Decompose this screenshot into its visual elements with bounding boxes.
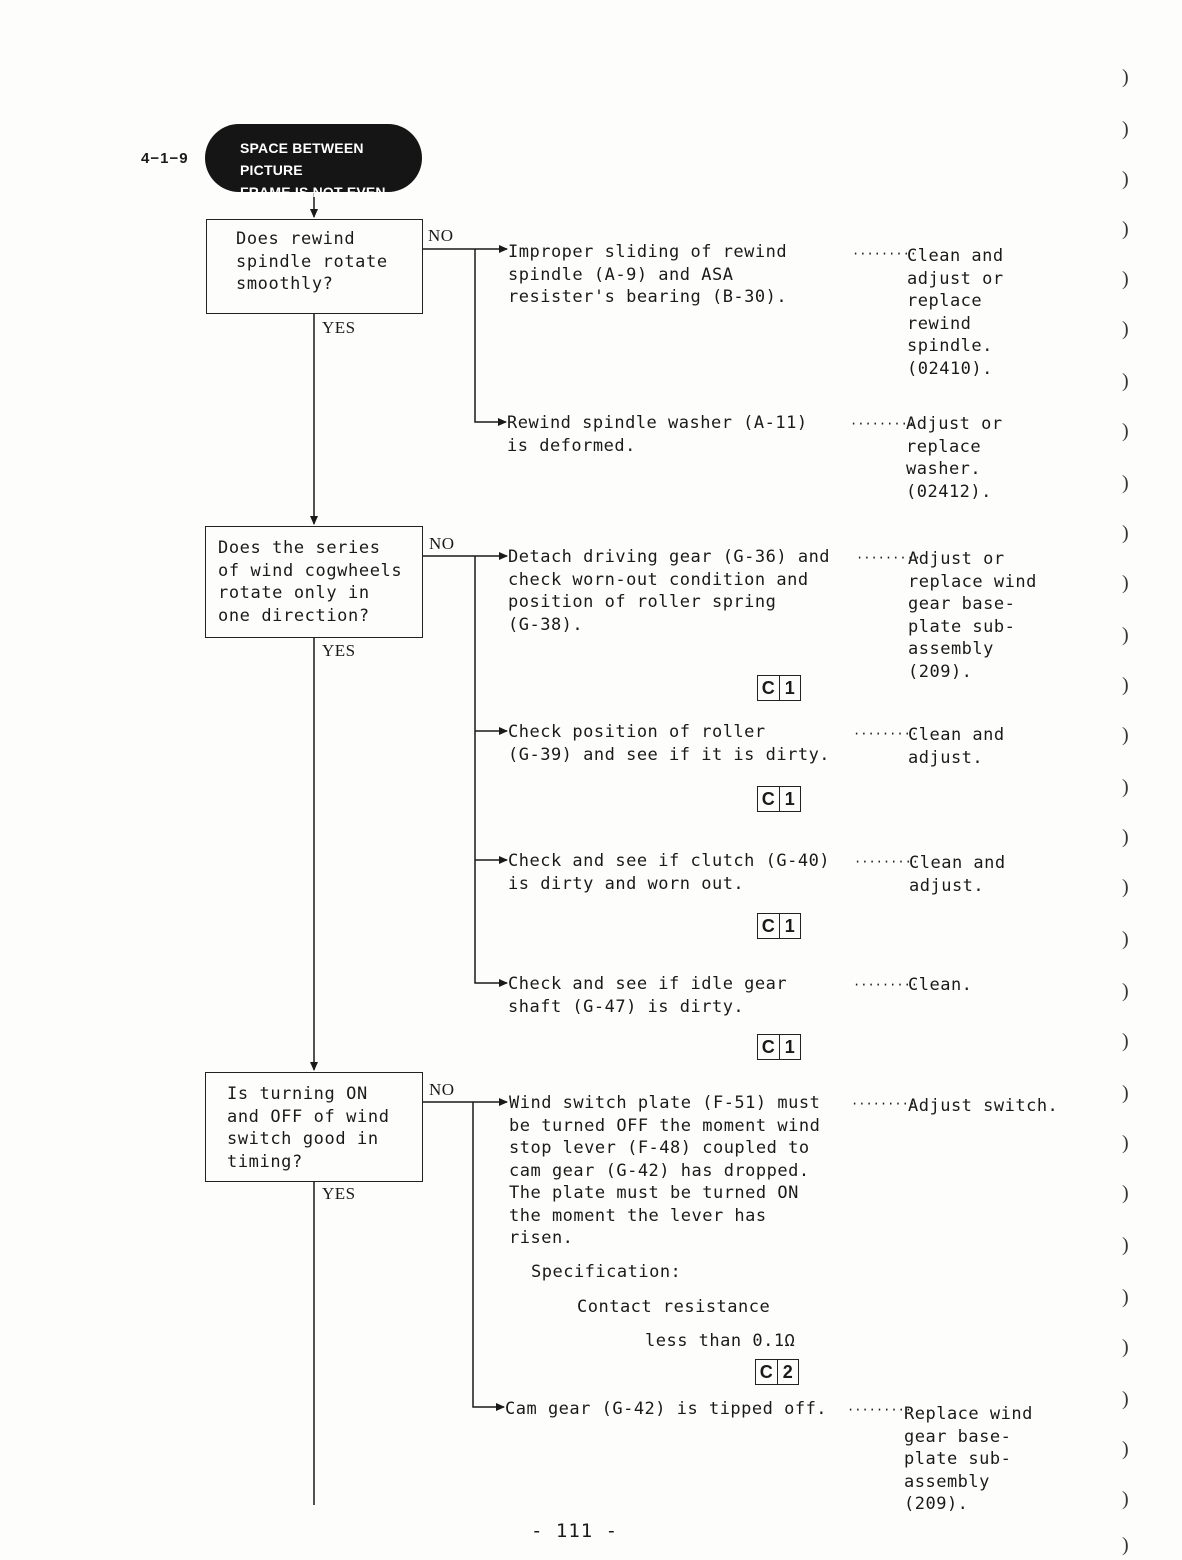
remedy-text-1: Clean and adjust or replace rewind spindle. (02410). (907, 246, 1004, 379)
leader-dots-2: ········· (850, 417, 916, 431)
binder-mark: ) (1122, 1488, 1129, 1510)
question-text-1: Does rewind spindle rotate smoothly? (236, 229, 388, 294)
binder-mark: ) (1122, 472, 1129, 494)
remedy-text-4: Clean and adjust. (908, 725, 1005, 768)
leader-dots-1: ········· (852, 247, 918, 261)
reference-box-3 (757, 913, 801, 939)
reference-letter: C (761, 1037, 775, 1057)
question-text-2: Does the series of wind cogwheels rotate only in one direction? (218, 538, 403, 626)
binder-mark: ) (1122, 1388, 1129, 1410)
yes-label-2: YES (322, 641, 356, 660)
reference-letter: C (761, 789, 775, 809)
specification-heading: Specification: (531, 1262, 682, 1282)
title-line-2: FRAME IS NOT EVEN (240, 184, 386, 200)
yes-label-3: YES (322, 1184, 356, 1203)
reference-number: 1 (779, 1035, 801, 1059)
cause-text-8: Cam gear (G-42) is tipped off. (505, 1399, 828, 1419)
cause-text-7: Wind switch plate (F-51) must be turned OFF the moment wind stop lever (F-48) coupled to cam gear (G-42) has dropped. The plate must be turned ON the moment the lever has risen. (509, 1093, 821, 1248)
remedy-text-8: Replace wind gear base- plate sub- assembly (209). (904, 1404, 1033, 1514)
binder-mark: ) (1122, 1534, 1129, 1556)
reference-number: 1 (779, 914, 801, 938)
binder-mark: ) (1122, 826, 1129, 848)
reference-number: 1 (779, 676, 801, 700)
binder-mark: ) (1122, 674, 1129, 696)
binder-mark: ) (1122, 980, 1129, 1002)
yes-label-1: YES (322, 318, 356, 337)
no-label-3: NO (429, 1080, 455, 1099)
title-line-1: SPACE BETWEEN PICTURE (240, 140, 364, 178)
binder-mark: ) (1122, 1234, 1129, 1256)
remedy-text-6: Clean. (908, 975, 973, 995)
binder-mark: ) (1122, 66, 1129, 88)
binder-mark: ) (1122, 118, 1129, 140)
reference-letter: C (761, 678, 775, 698)
leader-dots-7: ········· (851, 1097, 917, 1111)
remedy-text-5: Clean and adjust. (909, 853, 1006, 896)
section-number: 4−1−9 (141, 150, 189, 167)
binder-mark: ) (1122, 218, 1129, 240)
no-label-1: NO (428, 226, 454, 245)
binder-mark: ) (1122, 1132, 1129, 1154)
binder-mark: ) (1122, 370, 1129, 392)
cause-text-6: Check and see if idle gear shaft (G-47) is dirty. (508, 974, 788, 1017)
cause-text-2: Rewind spindle washer (A-11) is deformed. (507, 413, 808, 456)
cause-text-1: Improper sliding of rewind spindle (A-9) and ASA resister's bearing (B-30). (508, 242, 788, 307)
binder-mark: ) (1122, 1082, 1129, 1104)
binder-mark: ) (1122, 624, 1129, 646)
binder-mark: ) (1122, 420, 1129, 442)
leader-dots-8: ········· (847, 1403, 913, 1417)
page-number: - 111 - (531, 1520, 619, 1542)
binder-mark: ) (1122, 572, 1129, 594)
reference-number: 1 (779, 787, 801, 811)
reference-letter: C (761, 916, 775, 936)
remedy-text-7: Adjust switch. (908, 1096, 1059, 1116)
binder-mark: ) (1122, 168, 1129, 190)
binder-mark: ) (1122, 776, 1129, 798)
reference-box-4 (757, 1034, 801, 1060)
cause-text-4: Check position of roller (G-39) and see if it is dirty. (508, 722, 831, 765)
cause-text-5: Check and see if clutch (G-40) is dirty and worn out. (508, 851, 831, 894)
remedy-text-2: Adjust or replace washer. (02412). (906, 414, 1003, 502)
question-text-3: Is turning ON and OFF of wind switch good in timing? (227, 1084, 390, 1172)
binder-mark: ) (1122, 1030, 1129, 1052)
binder-mark: ) (1122, 1336, 1129, 1358)
leader-dots-3: ········· (856, 551, 922, 565)
reference-number: 2 (777, 1360, 799, 1384)
no-label-2: NO (429, 534, 455, 553)
binder-mark: ) (1122, 724, 1129, 746)
remedy-text-3: Adjust or replace wind gear base- plate sub- assembly (209). (908, 549, 1037, 682)
binder-mark: ) (1122, 522, 1129, 544)
binder-mark: ) (1122, 1438, 1129, 1460)
reference-box-5 (755, 1359, 799, 1385)
binder-mark: ) (1122, 1182, 1129, 1204)
reference-letter: C (759, 1362, 773, 1382)
leader-dots-5: ········· (854, 855, 920, 869)
binder-mark: ) (1122, 1286, 1129, 1308)
flowchart-title (205, 124, 422, 200)
binder-mark: ) (1122, 318, 1129, 340)
binder-mark: ) (1122, 876, 1129, 898)
binder-mark: ) (1122, 268, 1129, 290)
reference-box-2 (757, 786, 801, 812)
leader-dots-4: ········· (853, 727, 919, 741)
leader-dots-6: ········· (853, 978, 919, 992)
specification-line-2: less than 0.1Ω (645, 1331, 796, 1351)
cause-text-3: Detach driving gear (G-36) and check worn-out condition and position of roller spring (G-38). (508, 547, 831, 635)
reference-box-1 (757, 675, 801, 701)
specification-line-1: Contact resistance (577, 1297, 771, 1317)
binder-mark: ) (1122, 928, 1129, 950)
